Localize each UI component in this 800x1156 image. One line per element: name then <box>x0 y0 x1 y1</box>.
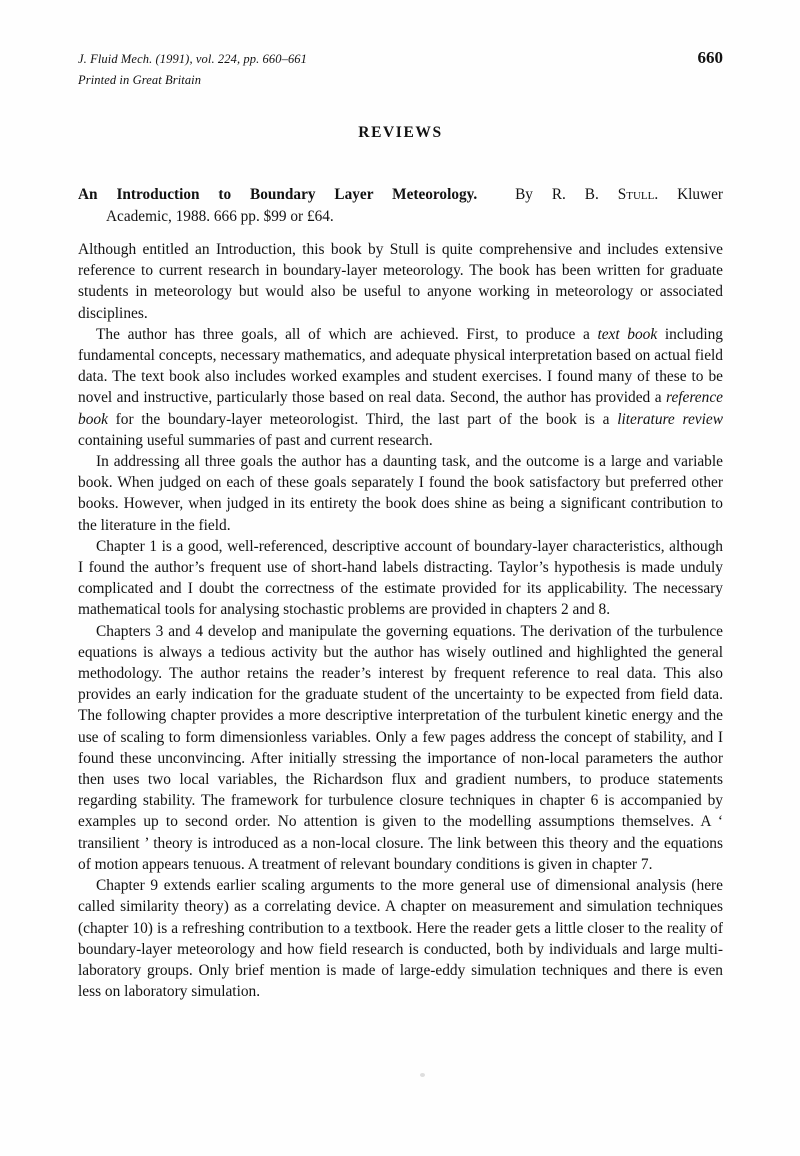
running-head-left <box>78 50 307 89</box>
paragraph-text: Chapters 3 and 4 develop and manipulate the governing equations. The derivation of the turbulence equations is always a tedious activity but the author has wisely outlined and highlighted the general methodology. The author retains the reader’s interest by frequent reference to real data. This also provides an early indication for the graduate student of the uncertainty to be expected from field data. The following chapter provides a more descriptive interpretation of the turbulent kinetic energy and the use of scaling to form dimensionless variables. Only a few pages address the concept of stability, and I found these unconvincing. After initially stressing the importance of non-local parameters the author then uses two local variables, the Richardson flux and gradient numbers, to produce statements regarding stability. The framework for turbulence closure techniques in chapter 6 is accompanied by examples up to second order. No attention is given to the modelling assumptions themselves. A ‘ transilient ’ theory is introduced as a non-local closure. The link between this theory and the equations of motion appears tenuous. A treatment of relevant boundary conditions is given in chapter 7. <box>78 622 723 873</box>
page-content-column <box>78 50 723 1002</box>
scan-artifact-speck <box>420 1073 425 1077</box>
body-paragraph <box>78 239 723 324</box>
section-heading: REVIEWS <box>358 124 443 141</box>
page-number: 660 <box>697 48 723 67</box>
body-paragraph <box>78 324 723 451</box>
review-body <box>78 239 723 1002</box>
book-entry-header <box>78 184 723 227</box>
body-paragraph <box>78 536 723 621</box>
paragraph-text: The author has three goals, all of which are achieved. First, to produce a <box>96 325 598 343</box>
paragraph-text: In addressing all three goals the author has a daunting task, and the outcome is a large and variable book. When judged on each of these goals separately I found the book satisfactory but preferred other books. However, when judged in its entirety the book does shine as being a significant contribution to the literature in the field. <box>78 453 723 534</box>
paragraph-text: containing useful summaries of past and current research. <box>78 431 433 449</box>
paragraph-text: Chapter 1 is a good, well-referenced, descriptive account of boundary-layer characteristics, although I found the author’s frequent use of short-hand labels distracting. Taylor’s hypothesis is made unduly complicated and I doubt the correctness of the estimate provided for its applicability. The necessary mathematical tools for analysing stochastic problems are provided in chapters 2 and 8. <box>78 537 723 619</box>
book-title: An Introduction to Boundary Layer Meteorology. <box>78 186 478 203</box>
emphasised-text: text book <box>597 325 658 343</box>
running-head-citation: J. Fluid Mech. (1991), vol. 224, pp. 660–661 <box>78 52 308 66</box>
book-entry-line-1 <box>78 184 723 205</box>
emphasised-text: reference book <box>78 389 723 428</box>
book-byline: By R. B. Stull. Kluwer <box>515 186 723 203</box>
running-head-imprint: Printed in Great Britain <box>78 73 202 87</box>
book-entry-line-2: Academic, 1988. 666 pp. $99 or £64. <box>106 208 334 225</box>
body-paragraph <box>78 451 723 536</box>
paragraph-text: Chapter 9 extends earlier scaling arguments to the more general use of dimensional analysis (here called similarity theory) as a correlating device. A chapter on measurement and simulation techniques (chapter 10) is a refreshing contribution to a textbook. Here the reader gets a little closer to the reality of boundary-layer meteorology and how field research is conducted, both by individuals and large multi-laboratory groups. Only brief mention is made of large-eddy simulation techniques and there is even less on laboratory simulation. <box>78 877 723 1001</box>
paragraph-text: including fundamental concepts, necessary mathematics, and adequate physical interpretation based on actual field data. The text book also includes worked examples and student exercises. I found many of these to be novel and instructive, particularly those based on real data. Second, the author has provided a <box>78 325 723 407</box>
paragraph-text: Although entitled an Introduction, this book by Stull is quite comprehensive and includes extensive reference to current research in boundary-layer meteorology. The book has been written for graduate students in meteorology but would also be useful to anyone working in meteorology or associated disciplines. <box>78 241 723 322</box>
running-head <box>78 50 723 96</box>
body-paragraph <box>78 621 723 875</box>
publisher-first-line: Kluwer <box>677 186 723 203</box>
paragraph-text: for the boundary-layer meteorologist. Third, the last part of the book is a <box>107 410 618 428</box>
author-surname: Stull <box>617 186 655 203</box>
byline-prefix: By <box>515 186 533 203</box>
body-paragraph <box>78 875 723 1002</box>
author-initials: R. B. <box>551 186 599 203</box>
emphasised-text: literature review <box>617 410 723 428</box>
